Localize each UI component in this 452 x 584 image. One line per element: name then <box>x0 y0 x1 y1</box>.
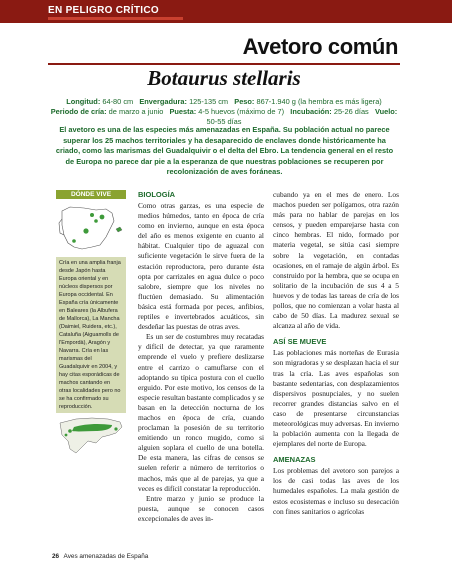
fact-incubacion-key: Incubación: <box>290 107 332 116</box>
world-range-spot <box>114 427 117 430</box>
sidebar-text: Cría en una amplia franja desde Japón hasta Europa oriental y en núcleos dispersos por Europa occidental. En España cría únicamente en Baleares (la Albufera de Mallorca), La Mancha (Daimiel, Ruidera, etc.), Cataluña (Aiguamolls de l'Empordà), Aragón y Navarra. Cría en las marismas del Guadalquivir en 2004, y hay citas esporádicas de machos cantando en otras localidades pero no se ha confirmado su reproducción. <box>59 260 121 410</box>
fact-periodo-value: de marzo a junio <box>108 107 164 116</box>
distribution-sidebar <box>56 190 126 425</box>
biologia-heading: BIOLOGÍA <box>138 190 176 199</box>
fact-longitud-key: Longitud: <box>66 97 101 106</box>
range-spot-guadalquivir <box>72 239 76 243</box>
world-range-map <box>56 413 126 465</box>
book-title: Aves amenazadas de España <box>63 553 149 560</box>
intro-paragraph: El avetoro es una de las especies más amenazadas en España. Su población actual no parece superar los 25 machos territoriales y ha desaparecido de enclaves donde históricamente ha criado, como las marismas del Guadalquivir o el delta del Ebro. La tendencia general en el resto de Europa no parece dar pie a la esperanza de que nuestras poblaciones se recuperen por recolonización de aves foráneas. <box>55 125 394 177</box>
biologia-paragraph-3: Entre marzo y junio se produce la puesta, aunque se conocen casos excepcionales de aves in- <box>138 493 264 523</box>
page-number: 26 <box>52 553 60 560</box>
page-footer <box>52 553 148 560</box>
section-label: EN PELIGRO CRÍTICO <box>48 5 159 16</box>
column-left <box>138 190 264 524</box>
range-spot-navarra <box>90 213 94 217</box>
range-spot-aragon <box>94 219 98 223</box>
facts-line-2 <box>48 107 400 127</box>
section-band <box>0 0 452 23</box>
fact-peso-value: 867-1.940 g (la hembra es más ligera) <box>256 97 382 106</box>
fact-incubacion-value: 25-26 días <box>333 107 369 116</box>
fact-periodo-key: Periodo de cría: <box>50 107 107 116</box>
fact-peso-key: Peso: <box>234 97 255 106</box>
se-mueve-heading: ASÍ SE MUEVE <box>273 337 327 347</box>
facts-line-1 <box>48 97 400 107</box>
scientific-name: Botaurus stellaris <box>147 66 301 90</box>
world-range-spot <box>65 434 68 437</box>
fact-vuelo-key: Vuelo: <box>374 107 398 116</box>
biologia-paragraph-2: Es un ser de costumbres muy recatadas y difícil de detectar, ya que raramente emprende el vuelo y prefiere deslizarse entre el carrizo o camuflarse con el adoptando su típica postura con el cuello erguido. Por este motivo, los censos de la especie resultan bastante complicados y se basan en la detección nocturna de los machos en época de cría, cuando proclaman la posesión de su territorio emitiendo un ronco mugido, como si alguien soplara el cuello de una botella. De esta manera, las cifras de censos se suelen referir a número de territorios o machos, más que al de parejas, ya que a veces es difícil constatar la reproducción. <box>138 332 264 493</box>
species-title: Avetoro común <box>242 34 398 59</box>
fact-longitud-value: 64-80 cm <box>102 97 134 106</box>
fact-puesta-value: 4-5 huevos (máximo de 7) <box>198 107 285 116</box>
species-facts <box>48 97 400 127</box>
column-right <box>273 190 399 517</box>
spain-range-map <box>56 199 126 257</box>
range-spot-catalonia <box>100 215 105 220</box>
world-range-spot <box>68 429 72 433</box>
section-label-underline <box>48 17 183 20</box>
biologia-paragraph-1: Como otras garzas, es una especie de medios húmedos, tanto en época de cría como en invierno, aunque en esta época del año es menos exigente en cuanto al hábitat. Cualquier tipo de aguazal con suficiente vegetación le sirve fuera de la estación reproductora, pero durante ésta opta por carrizales en agua dulce o poco salobre, siempre que los niveles no fluctúen demasiado. Su alimentación básica está formada por peces, anfibios, reptiles e invertebrados acuáticos, sin desdeñar las puestas de otras aves. <box>138 201 264 332</box>
fact-envergadura-key: Envergadura: <box>139 97 187 106</box>
title-rule <box>48 63 400 65</box>
amenazas-paragraph: Los problemas del avetoro son parejos a los de casi todas las aves de los humedales españoles. La mala gestión de estos ecosistemas e incluso su desecación con fines sanitarios o agrícolas <box>273 466 399 516</box>
sidebar-heading: DÓNDE VIVE <box>56 190 126 199</box>
biologia-paragraph-4: cubando ya en el mes de enero. Los machos pueden ser polígamos, otra razón más para no hablar de parejas en los censos, y pueden emparejarse hasta con cinco hembras. El nido, formado por materia vegetal, se sitúa casi siempre sobre la vegetación, en contadas ocasiones, en el ramaje de algún árbol. Es construido por la hembra, que se ocupa en solitario de la incubación de sus 4 a 5 huevos y de todas las tareas de cría de los pollos, que no comienzan a volar hasta al cabo de 50 días. La madurez sexual se alcanza al año de vida. <box>273 190 399 331</box>
se-mueve-paragraph: Las poblaciones más norteñas de Eurasia son migradoras y se desplazan hacia el sur tras la cría. Las aves españolas son bastante sedentarias, con desplazamientos dispersivos posnupciales, y no suelen recorrer grandes distancias salvo en el caso de presentarse circunstancias meteorológicas muy adversas. En invierno la población aumenta con la llegada de ejemplares del norte de Europa. <box>273 348 399 449</box>
range-spot-la-mancha <box>83 228 88 233</box>
fact-puesta-key: Puesta: <box>169 107 197 116</box>
fact-vuelo-value: 50-55 días <box>206 117 242 126</box>
amenazas-heading: AMENAZAS <box>273 455 316 465</box>
fact-envergadura-value: 125-135 cm <box>189 97 229 106</box>
